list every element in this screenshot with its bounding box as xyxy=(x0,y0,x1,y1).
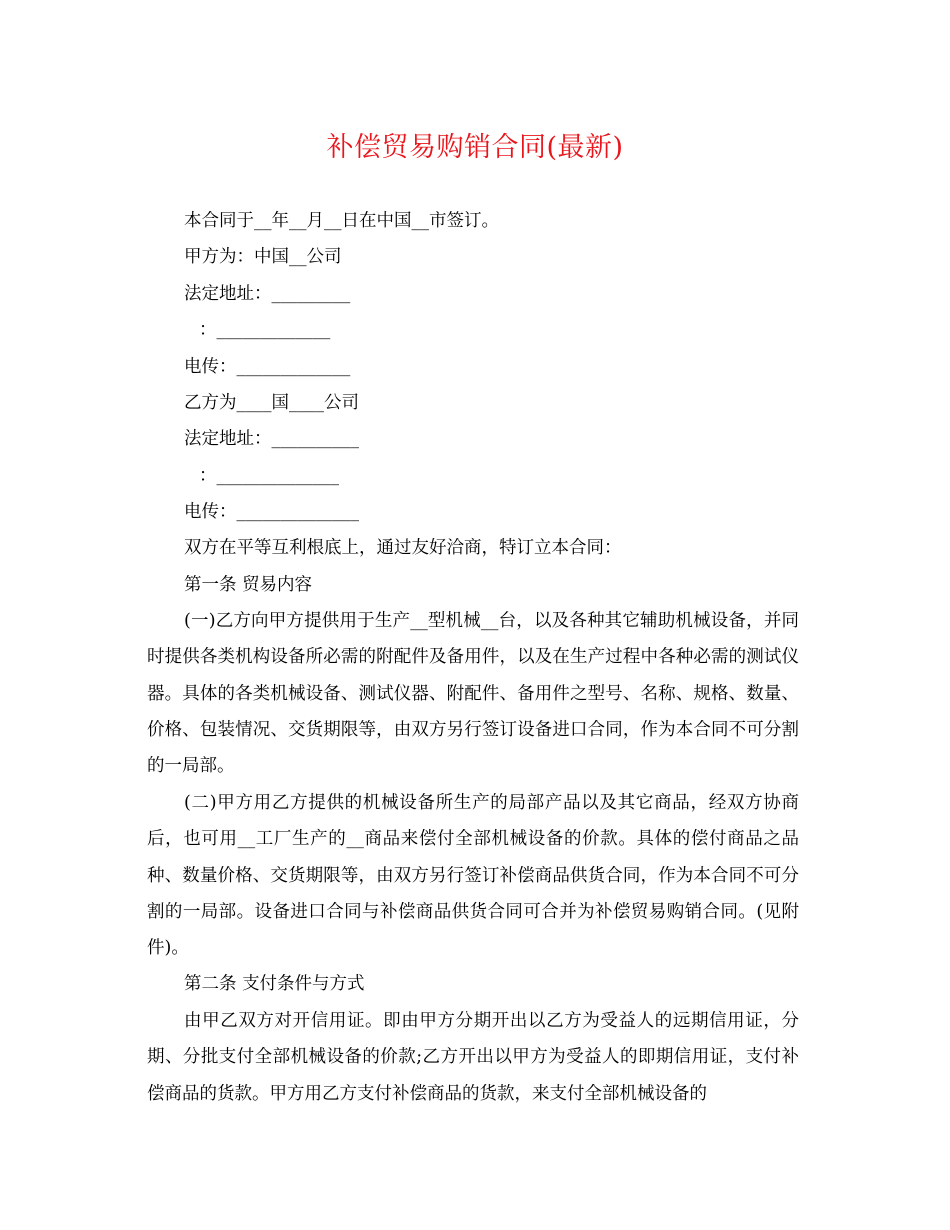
article-2-heading: 第二条 支付条件与方式 xyxy=(184,974,365,994)
party-b-telex-line: 电传：______________ xyxy=(184,502,359,522)
party-a-address-line: 法定地址：_________ xyxy=(184,284,351,304)
party-b-blank-line: ：______________ xyxy=(199,466,339,486)
article-1-paragraph-1: (一)乙方向甲方提供用于生产__型机械__台，以及各种其它辅助机械设备，并同时提供各类机构设备所必需的附配件及备用件，以及在生产过程中各种必需的测试仪器。具体的各类机械设备、测试仪器、附配件、备用件之型号、名称、规格、数量、价格、包装情况、交货期限等，由双方另行签订设备进口合同，作为本合同不可分割的一局部。 xyxy=(147,611,799,777)
party-a-telex-line: 电传：_____________ xyxy=(184,357,351,377)
party-a-line: 甲方为：中国__公司 xyxy=(184,247,342,267)
party-b-address-line: 法定地址：__________ xyxy=(184,429,359,449)
document-title: 补偿贸易购销合同(最新) xyxy=(326,132,624,163)
preamble-line: 双方在平等互利根底上，通过友好洽商，特订立本合同： xyxy=(184,538,622,558)
article-1-heading: 第一条 贸易内容 xyxy=(184,575,313,595)
article-1-paragraph-2: (二)甲方用乙方提供的机械设备所生产的局部产品以及其它商品，经双方协商后，也可用__工厂生产的__商品来偿付全部机械设备的价款。具体的偿付商品之品种、数量价格、交货期限等，由双方另行签订补偿商品供货合同，作为本合同不可分割的一局部。设备进口合同与补偿商品供货合同可合并为补偿贸易购销合同。(见附件)。 xyxy=(147,793,799,959)
contract-date-line: 本合同于__年__月__日在中国__市签订。 xyxy=(184,211,499,231)
party-b-line: 乙方为____国____公司 xyxy=(184,393,359,413)
party-a-blank-line: ：_____________ xyxy=(199,320,331,340)
article-2-paragraph: 由甲乙双方对开信用证。即由甲方分期开出以乙方为受益人的远期信用证，分期、分批支付全部机械设备的价款;乙方开出以甲方为受益人的即期信用证，支付补偿商品的货款。甲方用乙方支付补偿商品的货款，来支付全部机械设备的 xyxy=(147,1011,799,1104)
